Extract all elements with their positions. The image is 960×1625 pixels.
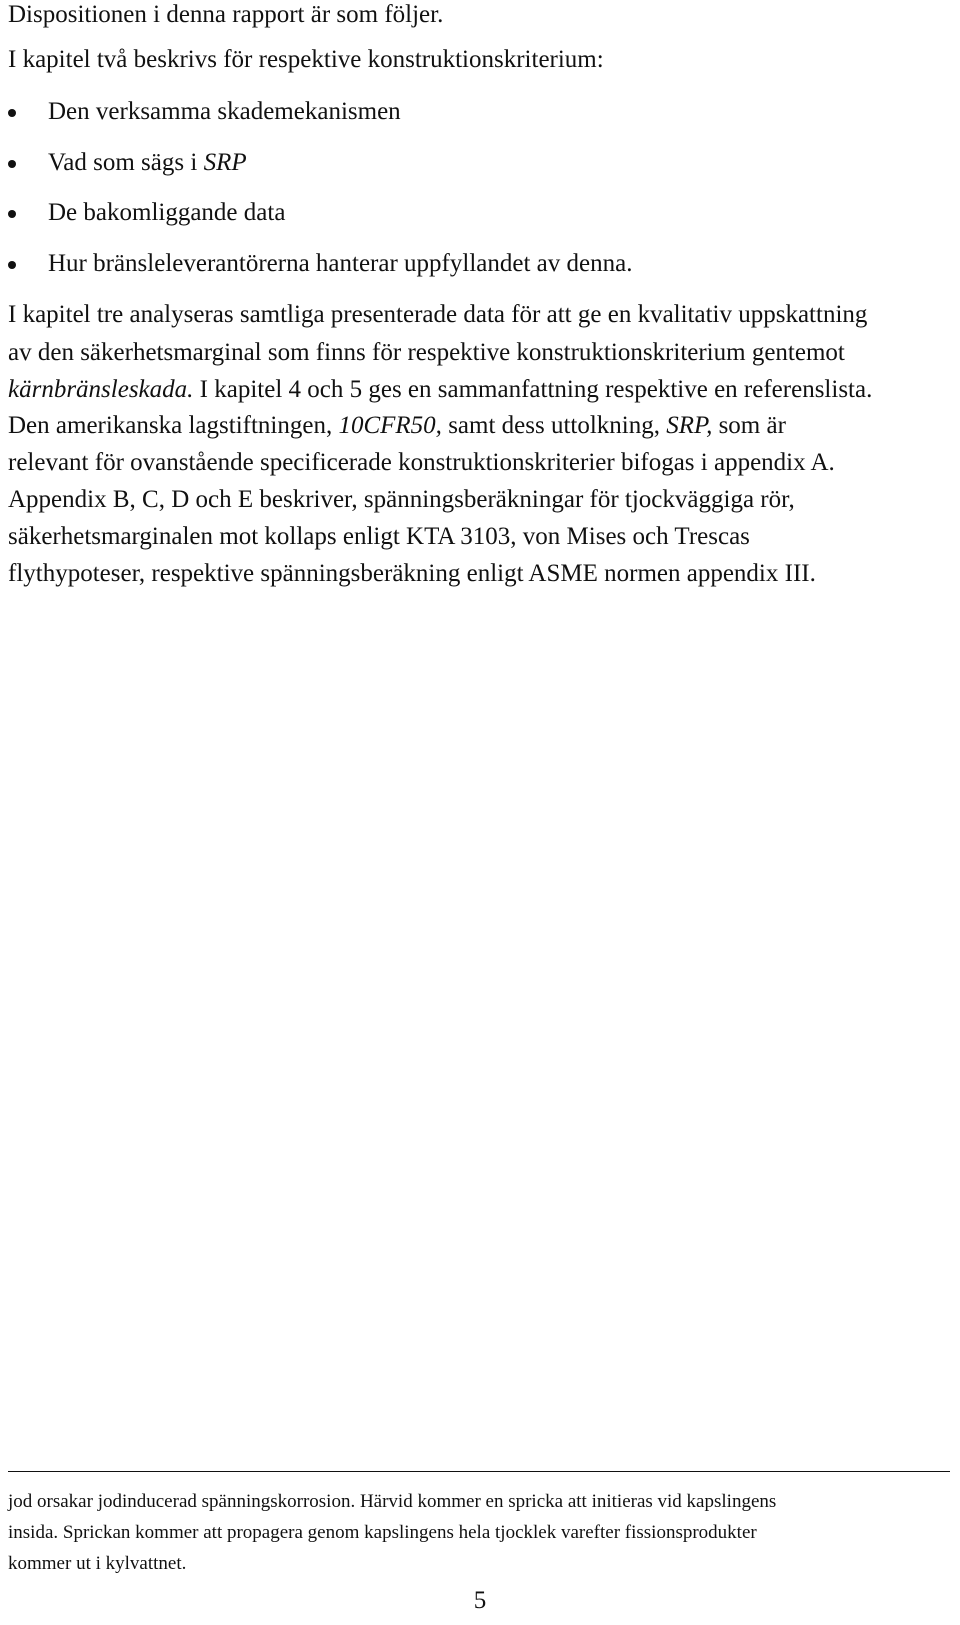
body-line-4-em2: SRP, — [666, 412, 713, 439]
page-number: 5 — [473, 1587, 487, 1614]
body-line-4-a: Den amerikanska lagstiftningen, — [8, 412, 339, 439]
body-line-5: relevant för ovanstående specificerade konstruktionskriterier bifogas i appendix A. — [8, 449, 835, 476]
bullet-text-emphasis: SRP — [203, 149, 247, 176]
footnote-line-2: insida. Sprickan kommer att propagera genom kapslingens hela tjocklek varefter fissionsprodukter — [8, 1522, 757, 1543]
body-line-4 — [8, 411, 786, 441]
body-line-1: I kapitel tre analyseras samtliga presenterade data för att ge en kvalitativ uppskattning — [8, 301, 868, 328]
body-line-8: flythypoteser, respektive spänningsberäkning enligt ASME normen appendix III. — [8, 560, 816, 587]
bullet-icon — [8, 109, 16, 117]
body-line-4-b: samt dess uttolkning, — [441, 412, 667, 439]
bullet-icon — [8, 160, 16, 168]
intro-line-1: Dispositionen i denna rapport är som följer. — [8, 1, 444, 28]
intro-line-2: I kapitel två beskrivs för respektive konstruktionskriterium: — [8, 46, 604, 73]
body-line-3-emphasis: kärnbränsleskada. — [8, 376, 194, 403]
body-line-2: av den säkerhetsmarginal som finns för respektive konstruktionskriterium gentemot — [8, 339, 845, 366]
body-line-4-c: som är — [712, 412, 786, 439]
body-line-6: Appendix B, C, D och E beskriver, spänningsberäkningar för tjockväggiga rör, — [8, 486, 795, 513]
bullet-text: Hur bränsleleverantörerna hanterar uppfyllandet av denna. — [48, 250, 633, 277]
body-line-3 — [8, 375, 872, 405]
bullet-text: De bakomliggande data — [48, 199, 286, 226]
bullet-icon — [8, 210, 16, 218]
bullet-icon — [8, 261, 16, 269]
body-line-7: säkerhetsmarginalen mot kollaps enligt KTA 3103, von Mises och Trescas — [8, 523, 750, 550]
bullet-text — [48, 148, 247, 178]
footnote-line-1: jod orsakar jodinducerad spänningskorrosion. Härvid kommer en spricka att initieras vid kapslingens — [8, 1491, 777, 1512]
bullet-text: Den verksamma skademekanismen — [48, 98, 401, 125]
footnote-divider — [8, 1471, 950, 1472]
body-line-3-rest: I kapitel 4 och 5 ges en sammanfattning respektive en referenslista. — [193, 376, 873, 403]
body-line-4-em1: 10CFR50, — [338, 412, 442, 439]
bullet-text-prefix: Vad som sägs i — [48, 149, 204, 176]
footnote-line-3: kommer ut i kylvattnet. — [8, 1553, 187, 1574]
